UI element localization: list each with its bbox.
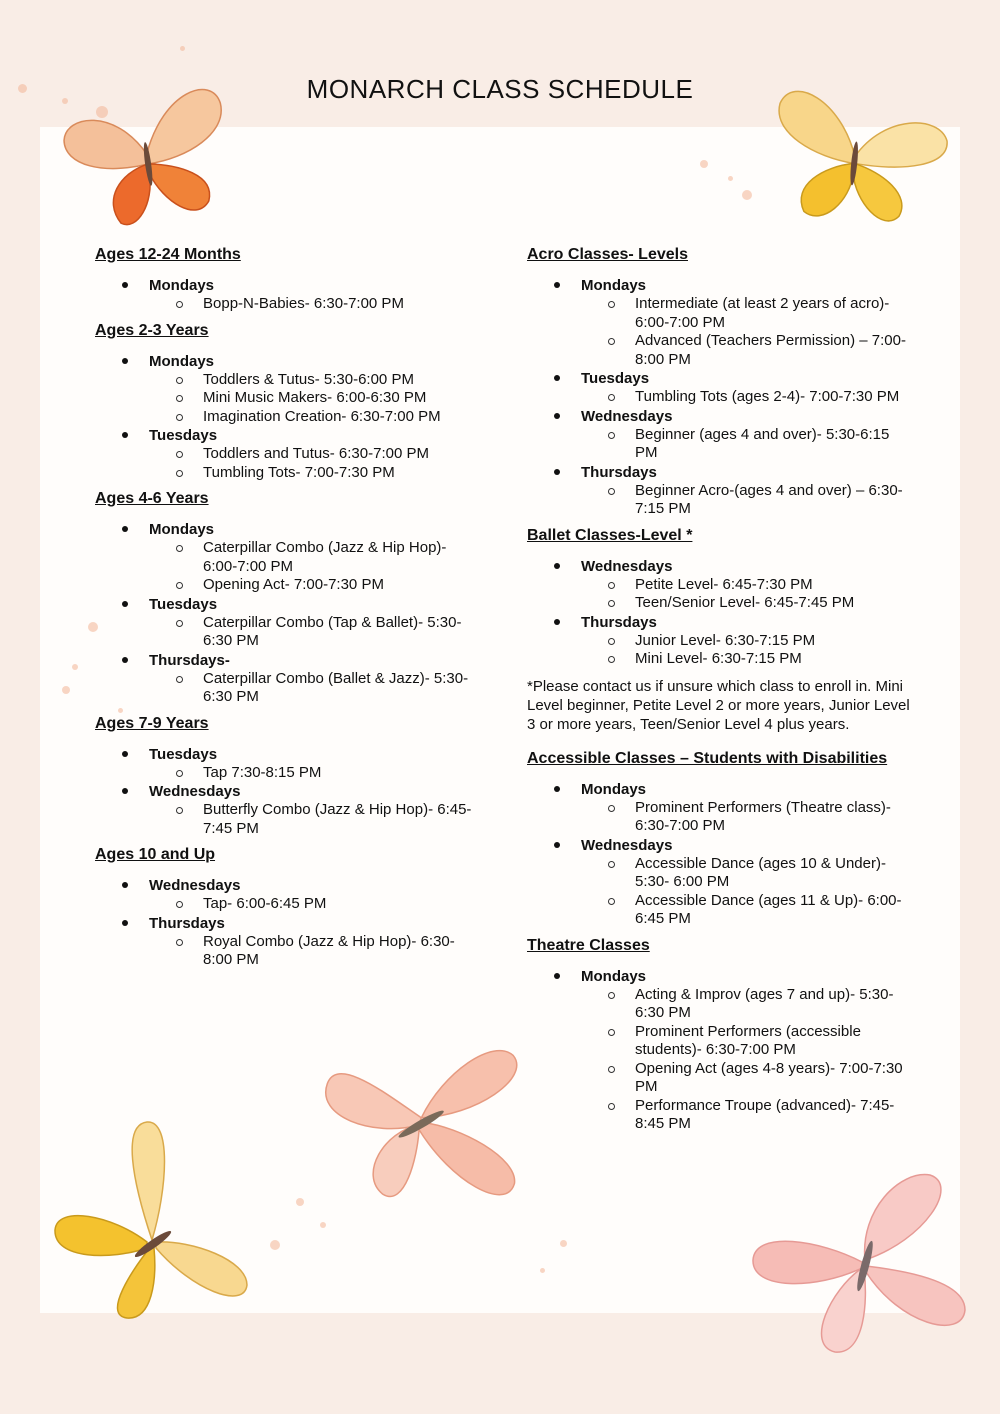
circle-bullet-icon — [176, 676, 183, 683]
day-name: Mondays — [149, 521, 215, 538]
class-text: Caterpillar Combo (Tap & Ballet)- 5:30-6:30 PM — [203, 613, 462, 649]
section-heading: Ages 4-6 Years — [95, 490, 209, 507]
class-text: Mini Music Makers- 6:00-6:30 PM — [203, 389, 427, 406]
class-item — [527, 576, 912, 595]
section-heading: Ages 7-9 Years — [95, 714, 209, 732]
circle-bullet-icon — [176, 377, 183, 384]
section-heading: Accessible Classes – Students with Disabilities — [527, 749, 888, 767]
class-text: Acting & Improv (ages 7 and up)- 5:30-6:30 PM — [635, 985, 894, 1021]
bullet-icon — [554, 973, 560, 979]
schedule-section — [95, 488, 480, 707]
class-item — [527, 1060, 912, 1097]
day-name: Tuesdays — [149, 745, 218, 763]
circle-bullet-icon — [608, 432, 615, 439]
bullet-icon — [122, 920, 128, 926]
paint-speckle — [700, 160, 708, 168]
class-text: Bopp-N-Babies- 6:30-7:00 PM — [203, 295, 404, 312]
day-item — [95, 520, 480, 539]
bullet-icon — [122, 657, 128, 663]
page-title: MONARCH CLASS SCHEDULE — [306, 74, 694, 104]
bullet-icon — [122, 788, 128, 794]
class-item — [527, 986, 912, 1023]
class-text: Beginner (ages 4 and over)- 5:30-6:15 PM — [635, 425, 890, 461]
day-name: Wednesdays — [581, 836, 673, 854]
circle-bullet-icon — [176, 901, 183, 908]
circle-bullet-icon — [176, 395, 183, 402]
bullet-icon — [554, 563, 560, 569]
day-item — [527, 557, 912, 576]
class-item — [527, 1097, 912, 1134]
class-text: Imagination Creation- 6:30-7:00 PM — [203, 407, 441, 425]
class-item — [95, 933, 480, 970]
class-text: Caterpillar Combo (Ballet & Jazz)- 5:30-6:30 PM — [203, 669, 469, 705]
circle-bullet-icon — [608, 638, 615, 645]
class-text: Intermediate (at least 2 years of acro)- 6:00-7:00 PM — [635, 295, 890, 331]
bullet-icon — [554, 282, 560, 288]
schedule-section — [95, 244, 480, 314]
class-text: Beginner Acro-(ages 4 and over) – 6:30-7:15 PM — [635, 481, 903, 517]
circle-bullet-icon — [608, 656, 615, 663]
class-text: Tumbling Tots (ages 2-4)- 7:00-7:30 PM — [635, 388, 900, 405]
class-text: Mini Level- 6:30-7:15 PM — [635, 650, 802, 667]
day-item — [95, 782, 480, 801]
class-text: Performance Troupe (advanced)- 7:45-8:45 PM — [635, 1096, 895, 1132]
bullet-icon — [122, 358, 128, 364]
day-name: Tuesdays — [581, 370, 650, 387]
circle-bullet-icon — [176, 939, 183, 946]
day-name: Mondays — [149, 277, 215, 294]
circle-bullet-icon — [176, 582, 183, 589]
class-item — [95, 670, 480, 707]
bullet-icon — [554, 413, 560, 419]
class-item — [95, 764, 480, 783]
day-item — [527, 407, 912, 426]
day-name: Thursdays — [581, 613, 657, 631]
bullet-icon — [554, 842, 560, 848]
paint-speckle — [180, 46, 185, 51]
butterfly-top-right-icon — [765, 82, 955, 230]
class-item — [527, 1023, 912, 1060]
day-name: Thursdays — [149, 914, 225, 932]
section-heading: Ballet Classes-Level * — [527, 526, 693, 544]
day-name: Wednesdays — [149, 877, 241, 894]
circle-bullet-icon — [608, 805, 615, 812]
class-text: Petite Level- 6:45-7:30 PM — [635, 575, 813, 593]
circle-bullet-icon — [176, 545, 183, 552]
butterfly-bottom-right-icon — [750, 1170, 970, 1355]
day-name: Mondays — [581, 277, 647, 294]
class-item — [95, 801, 480, 838]
right-column — [527, 244, 912, 1140]
paint-speckle — [270, 1240, 280, 1250]
day-name: Wednesdays — [149, 783, 241, 800]
day-item — [95, 651, 480, 670]
schedule-section — [527, 935, 912, 1134]
day-name: Tuesdays — [149, 427, 218, 444]
class-item — [95, 408, 480, 427]
section-note: *Please contact us if unsure which class to enroll in. Mini Level beginner, Petite Level 2 or more years, Junior Level 3 or more years, Teen/Senior Level 4 plus years. — [527, 677, 910, 733]
schedule-section — [95, 713, 480, 839]
schedule-section — [527, 748, 912, 929]
class-item — [527, 855, 912, 892]
circle-bullet-icon — [608, 394, 615, 401]
class-text: Caterpillar Combo (Jazz & Hip Hop)- 6:00-7:00 PM — [203, 539, 447, 575]
schedule-section — [95, 320, 480, 483]
day-item — [527, 276, 912, 295]
class-item — [95, 445, 480, 464]
butterfly-top-left-icon — [62, 84, 232, 229]
paint-speckle — [728, 176, 733, 181]
bullet-icon — [122, 882, 128, 888]
class-text: Toddlers and Tutus- 6:30-7:00 PM — [203, 445, 429, 462]
section-heading: Ages 2-3 Years — [95, 321, 209, 339]
bullet-icon — [122, 282, 128, 288]
day-item — [95, 595, 480, 614]
bullet-icon — [122, 526, 128, 532]
day-name: Mondays — [581, 967, 647, 985]
day-item — [527, 613, 912, 632]
paint-speckle — [560, 1240, 567, 1247]
class-text: Tumbling Tots- 7:00-7:30 PM — [203, 463, 395, 481]
day-name: Wednesdays — [581, 557, 673, 575]
circle-bullet-icon — [176, 770, 183, 777]
class-text: Advanced (Teachers Permission) – 7:00-8:00 PM — [635, 332, 906, 368]
class-item — [95, 295, 480, 314]
class-text: Royal Combo (Jazz & Hip Hop)- 6:30-8:00 PM — [203, 932, 455, 968]
butterfly-bottom-left-icon — [52, 1120, 250, 1322]
class-text: Opening Act- 7:00-7:30 PM — [203, 576, 384, 593]
circle-bullet-icon — [608, 1029, 615, 1036]
section-heading: Acro Classes- Levels — [527, 246, 688, 263]
class-item — [95, 539, 480, 576]
class-item — [95, 576, 480, 595]
bullet-icon — [122, 601, 128, 607]
class-item — [527, 892, 912, 929]
circle-bullet-icon — [608, 582, 615, 589]
circle-bullet-icon — [608, 488, 615, 495]
class-item — [527, 332, 912, 369]
day-item — [527, 369, 912, 388]
class-text: Toddlers & Tutus- 5:30-6:00 PM — [203, 370, 414, 388]
class-item — [527, 594, 912, 613]
day-name: Mondays — [581, 780, 647, 798]
class-item — [95, 895, 480, 914]
paint-speckle — [62, 686, 70, 694]
day-item — [527, 836, 912, 855]
bullet-icon — [122, 432, 128, 438]
day-item — [95, 426, 480, 445]
circle-bullet-icon — [608, 600, 615, 607]
class-text: Accessible Dance (ages 11 & Up)- 6:00-6:45 PM — [635, 891, 902, 927]
circle-bullet-icon — [176, 470, 183, 477]
section-heading: Theatre Classes — [527, 936, 650, 954]
circle-bullet-icon — [608, 338, 615, 345]
bullet-icon — [554, 375, 560, 381]
class-item — [95, 614, 480, 651]
circle-bullet-icon — [608, 861, 615, 868]
class-item — [95, 371, 480, 390]
class-text: Tap- 6:00-6:45 PM — [203, 895, 327, 912]
paint-speckle — [296, 1198, 304, 1206]
bullet-icon — [122, 751, 128, 757]
section-heading: Ages 10 and Up — [95, 846, 216, 863]
day-item — [95, 914, 480, 933]
schedule-section — [527, 244, 912, 519]
day-item — [95, 745, 480, 764]
paint-speckle — [320, 1222, 326, 1228]
class-item — [527, 799, 912, 836]
day-item — [95, 352, 480, 371]
left-column — [95, 244, 480, 976]
class-text: Opening Act (ages 4-8 years)- 7:00-7:30 PM — [635, 1059, 903, 1095]
circle-bullet-icon — [176, 620, 183, 627]
circle-bullet-icon — [608, 1066, 615, 1073]
paint-speckle — [742, 190, 752, 200]
class-text: Teen/Senior Level- 6:45-7:45 PM — [635, 594, 855, 611]
class-item — [527, 650, 912, 669]
circle-bullet-icon — [176, 301, 183, 308]
class-text: Butterfly Combo (Jazz & Hip Hop)- 6:45-7:45 PM — [203, 801, 472, 837]
circle-bullet-icon — [608, 1103, 615, 1110]
day-item — [527, 780, 912, 799]
circle-bullet-icon — [608, 301, 615, 308]
day-name: Thursdays — [581, 463, 657, 481]
day-name: Tuesdays — [149, 595, 218, 613]
bullet-icon — [554, 469, 560, 475]
class-item — [527, 295, 912, 332]
class-text: Prominent Performers (accessible students)- 6:30-7:00 PM — [635, 1022, 861, 1058]
day-name: Thursdays- — [149, 651, 230, 669]
circle-bullet-icon — [176, 414, 183, 421]
schedule-section — [95, 844, 480, 970]
class-item — [527, 388, 912, 407]
circle-bullet-icon — [608, 992, 615, 999]
day-item — [527, 967, 912, 986]
class-text: Prominent Performers (Theatre class)- 6:30-7:00 PM — [635, 798, 891, 834]
day-name: Wednesdays — [581, 407, 673, 425]
class-text: Junior Level- 6:30-7:15 PM — [635, 631, 816, 649]
day-item — [527, 463, 912, 482]
bullet-icon — [554, 619, 560, 625]
day-name: Mondays — [149, 352, 215, 370]
class-text: Accessible Dance (ages 10 & Under)- 5:30- 6:00 PM — [635, 854, 886, 890]
circle-bullet-icon — [608, 898, 615, 905]
paint-speckle — [72, 664, 78, 670]
class-text: Tap 7:30-8:15 PM — [203, 763, 322, 781]
day-item — [95, 276, 480, 295]
class-item — [95, 389, 480, 408]
class-item — [95, 464, 480, 483]
paint-speckle — [540, 1268, 545, 1273]
class-item — [527, 426, 912, 463]
circle-bullet-icon — [176, 451, 183, 458]
class-item — [527, 632, 912, 651]
section-heading: Ages 12-24 Months — [95, 246, 241, 263]
butterfly-bottom-center-icon — [312, 1020, 544, 1215]
class-item — [527, 482, 912, 519]
schedule-section — [527, 525, 912, 734]
day-item — [95, 876, 480, 895]
circle-bullet-icon — [176, 807, 183, 814]
bullet-icon — [554, 786, 560, 792]
